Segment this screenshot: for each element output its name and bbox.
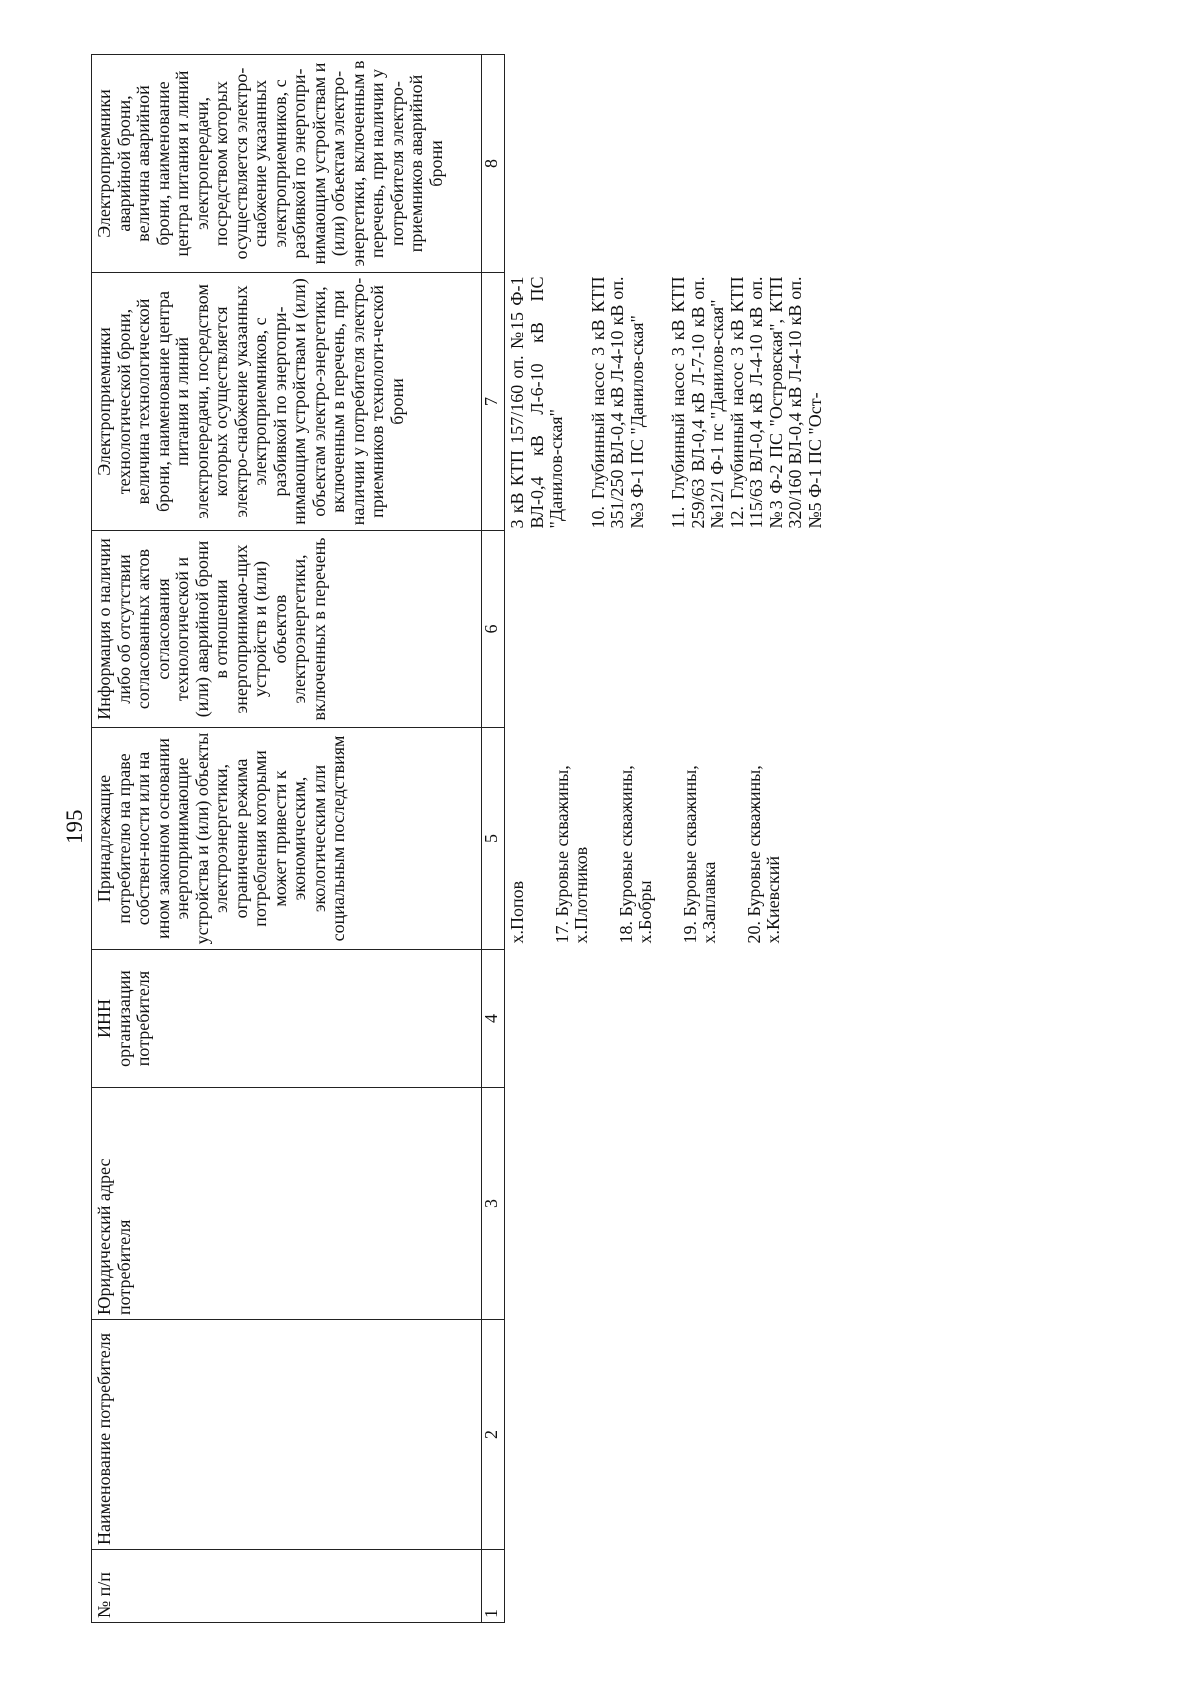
list-item: 11. Глубинный насос 3 кВ КТП 259/63 ВЛ-0,4 кВ Л-7-10 кВ оп. №12/1 Ф-1 пс "Данилов-ская" (668, 276, 727, 529)
column-number-row (482, 55, 505, 1623)
cell-empty (505, 1320, 1052, 1550)
cell-empty (505, 55, 1052, 273)
consumer-table (91, 54, 1051, 1623)
header-col-number: № п/п (92, 1550, 482, 1623)
list-item: 3 кВ КТП 157/160 оп. №15 Ф-1 ВЛ-0,4 кВ Л-6-10 кВ ПС "Данилов-ская" (507, 276, 566, 529)
column-number: 2 (482, 1320, 505, 1550)
column-number: 4 (482, 950, 505, 1088)
header-col-name: Наименование потребителя (92, 1320, 482, 1550)
header-col-address: Юридический адрес потребителя (92, 1088, 482, 1320)
cell-tech-reserve (505, 273, 1052, 531)
header-row (92, 55, 482, 1623)
list-item: 17. Буровые скважины, х.Плотников (551, 765, 591, 944)
column-number: 8 (482, 55, 505, 273)
column-number: 1 (482, 1550, 505, 1623)
list-item: 20. Буровые скважины, х.Киевский (743, 765, 783, 944)
document-sheet (91, 53, 1131, 1623)
table-body-row (505, 55, 1052, 1623)
header-col-devices: Принадлежащие потребителю на праве собствен-ности или на ином законном основании энергопринимающие устройства и (или) объекты электроэнергетики, ограничение режима потребления которыми может привести к экономическим, экологическим или социальным последствиям (92, 728, 482, 950)
column-number: 5 (482, 728, 505, 950)
header-col-inn: ИНН организации потребителя (92, 950, 482, 1088)
list-item: 18. Буровые скважины, х.Бобры (615, 765, 655, 944)
column-number: 7 (482, 273, 505, 531)
cell-empty (505, 950, 1052, 1088)
list-item: 12. Глубинный насос 3 кВ КТП 115/63 ВЛ-0,4 кВ Л-4-10 кВ оп. №3 Ф-2 ПС "Островская", КТП 320/160 ВЛ-0,4 кВ Л-4-10 кВ оп. №5 Ф-1 ПС "Ост- (726, 276, 825, 529)
list-item: 10. Глубинный насос 3 кВ КТП 351/250 ВЛ-0,4 кВ Л-4-10 кВ оп. №3 Ф-1 ПС "Данилов-ская" (587, 276, 647, 529)
list-item: 19. Буровые скважины, х.Заплавка (679, 765, 719, 944)
header-col-tech-reserve: Электроприемники технологической брони, величина технологической брони, наименование центра питания и линий электропередачи, посредством которых осуществляется электро-снабжение указанных электроприемников, с разбивкой по энергопри-нимающим устройствам и (или) объектам электро-энергетики, включенным в перечень, при наличии у потребителя электро-приемников технологи-ческой брони (92, 273, 482, 531)
cell-devices (505, 728, 1052, 950)
column-number: 6 (482, 531, 505, 728)
column-number: 3 (482, 1088, 505, 1320)
page-number: 195 (62, 809, 87, 844)
header-col-emergency-reserve: Электроприемники аварийной брони, величина аварийной брони, наименование центра питания и линий электропередачи, посредством которых осуществляется электро-снабжение указанных электроприемников, с разбивкой по энергопри-нимающим устройствам и (или) объектам электро-энергетики, включенным в перечень, при наличии у потребителя электро-приемников аварийной брони (92, 55, 482, 273)
cell-empty (505, 1088, 1052, 1320)
header-col-acts: Информация о наличии либо об отсутствии согласованных актов согласования технологической и (или) аварийной брони в отношении энергопринимаю-щих устройств и (или) объектов электроэнергетики, включенных в перечень (92, 531, 482, 728)
cell-empty (505, 531, 1052, 728)
cell-empty (505, 1550, 1052, 1623)
list-item: х.Попов (507, 880, 527, 944)
